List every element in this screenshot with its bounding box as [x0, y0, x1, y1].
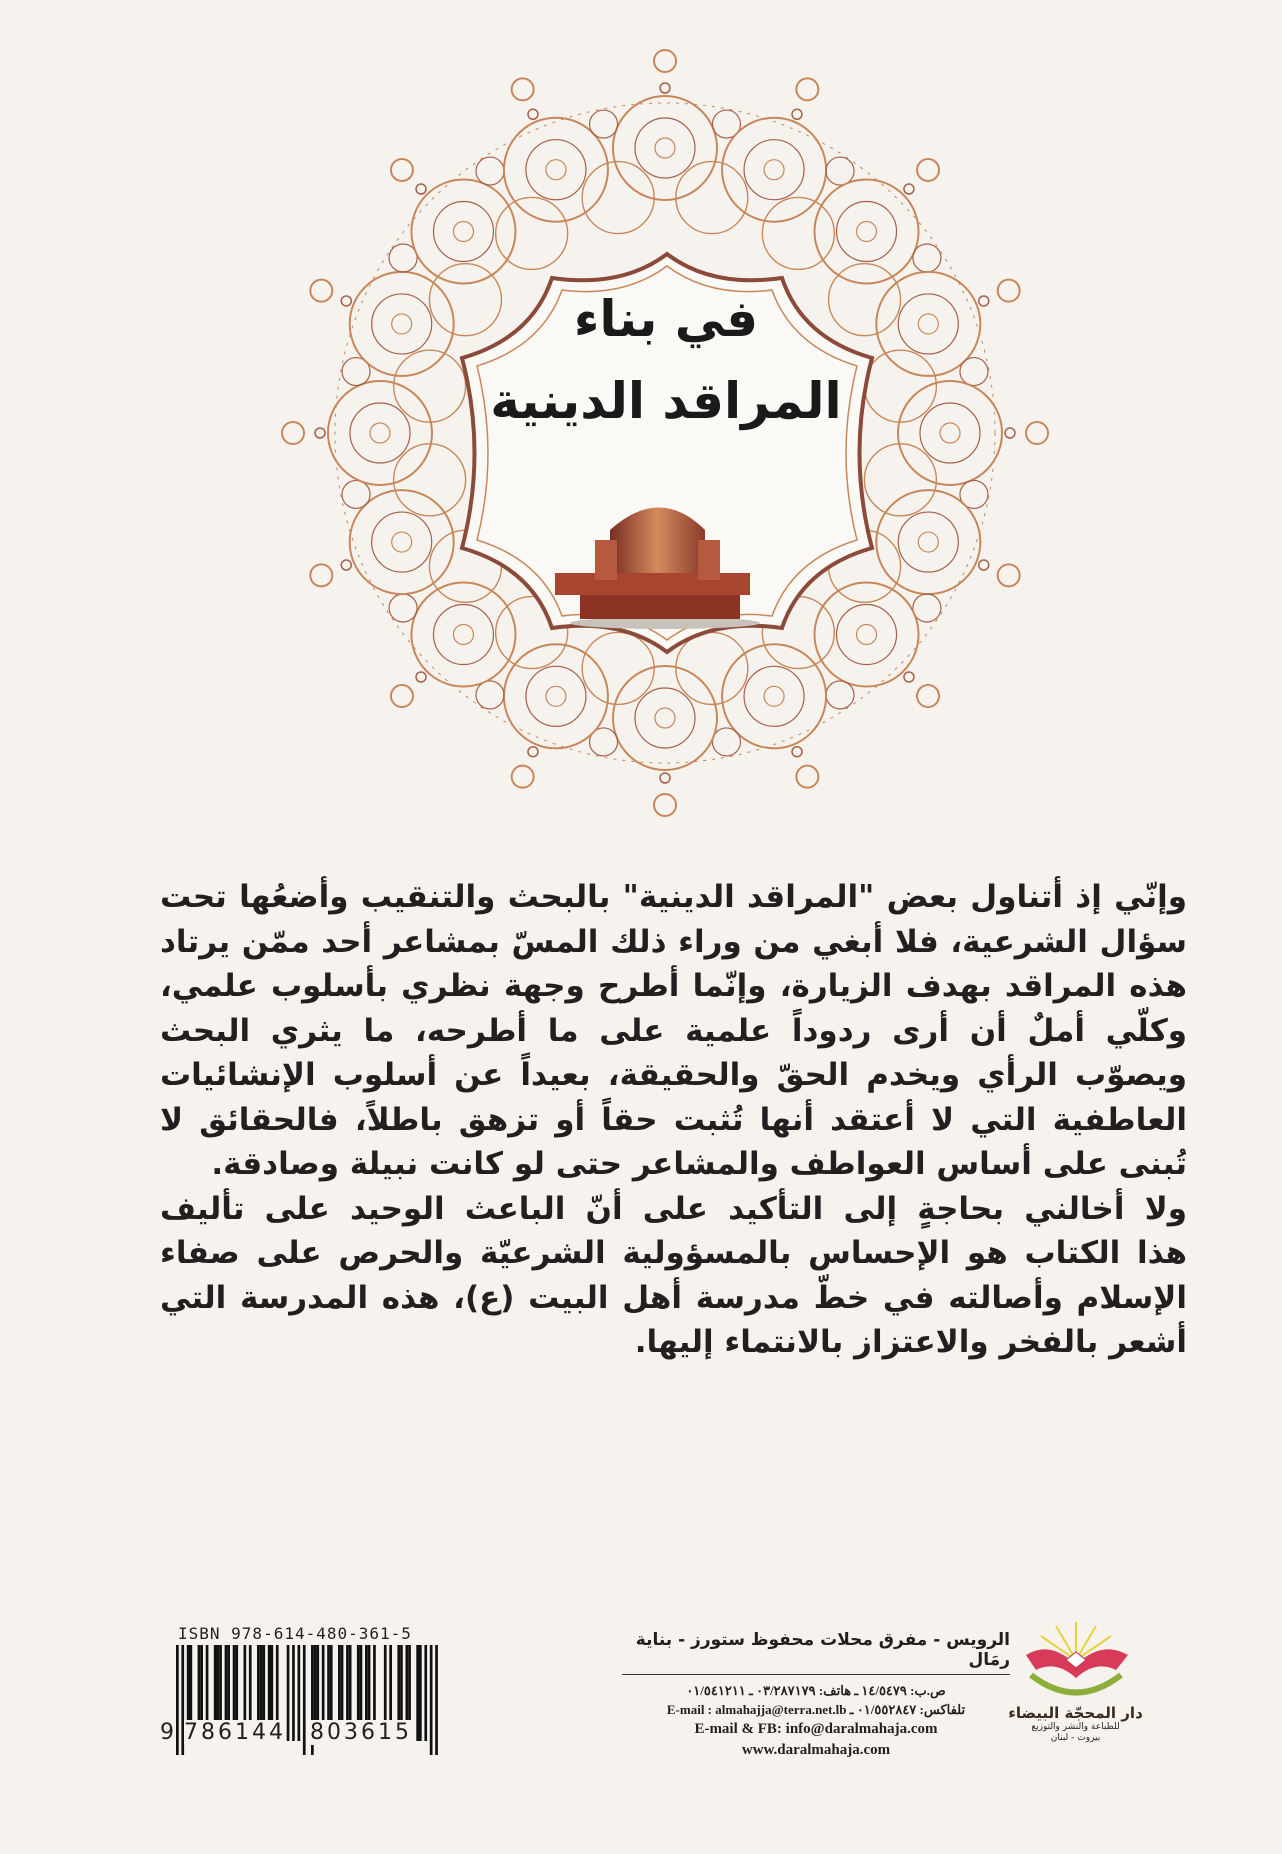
- blurb-line: وإنّي إذ أتناول بعض "المراقد الدينية" بالبحث والتنقيب وأضعُها تحت: [160, 879, 1187, 915]
- ornament-dot: [416, 672, 426, 682]
- ornament-petal-core: [453, 221, 473, 241]
- book-title-line2: المراقد الدينية: [490, 372, 842, 430]
- ornament-ring: [391, 159, 413, 181]
- publisher-address: الرويس - مفرق محلات محفوظ ستورز - بناية رمَال: [622, 1630, 1010, 1675]
- ornament-swirl: [476, 157, 504, 185]
- ornament-dot: [979, 296, 989, 306]
- ornament-petal: [328, 381, 432, 485]
- ornament-petal-inner: [526, 140, 586, 200]
- ornament-ring: [512, 78, 534, 100]
- isbn-barcode: [160, 1624, 450, 1757]
- ornament-petal-inner: [372, 512, 432, 572]
- ornament-petal-core: [392, 532, 412, 552]
- ornament-ring: [282, 422, 304, 444]
- ornament-swirl: [712, 728, 740, 756]
- barcode-bar: [303, 1645, 306, 1755]
- ornament-swirl: [826, 157, 854, 185]
- ornament-dot: [528, 109, 538, 119]
- blurb-paragraph-1: [160, 875, 1187, 1187]
- ornament-petal-inner: [372, 294, 432, 354]
- ornament-ring: [917, 685, 939, 707]
- ornament-dot: [660, 773, 670, 783]
- ornament-swirl: [389, 594, 417, 622]
- ornament-dot: [979, 560, 989, 570]
- book-title-line1: في بناء: [573, 290, 759, 348]
- ornament-petal-core: [655, 708, 675, 728]
- ornament-dot: [341, 560, 351, 570]
- ornament-ring: [512, 766, 534, 788]
- ornament-petal-inner: [635, 688, 695, 748]
- ornament-dot: [904, 184, 914, 194]
- barcode-digits-right: 803615: [310, 1720, 412, 1745]
- ornament-ring: [1026, 422, 1048, 444]
- blurb-line: وكلّي أملٌ أن أرى ردوداً علمية على ما أطرحه، ما يثري البحث: [160, 1012, 1187, 1049]
- ornament-petal-core: [392, 314, 412, 334]
- ornament-ring: [310, 564, 332, 586]
- publisher-info: [622, 1630, 1010, 1761]
- ornament-dot: [416, 184, 426, 194]
- barcode-bar: [424, 1645, 427, 1741]
- ornament-petal-core: [918, 314, 938, 334]
- barcode-digit-first: 9: [160, 1720, 174, 1745]
- blurb-line: تُبنى على أساس العواطف والمشاعر حتى لو كانت نبيلة وصادقة.: [211, 1146, 1187, 1182]
- ornament-dot: [792, 109, 802, 119]
- barcode-bar: [292, 1645, 295, 1741]
- publisher-email: E-mail & FB: info@daralmahaja.com: [694, 1721, 938, 1737]
- ornament-dot: [341, 296, 351, 306]
- ornament-ring: [917, 159, 939, 181]
- barcode-bar: [416, 1645, 419, 1741]
- ornament-swirl: [476, 681, 504, 709]
- ornament-swirl: [913, 244, 941, 272]
- publisher-logo: [1008, 1620, 1143, 1770]
- barcode-bar: [419, 1645, 422, 1741]
- publisher-phone: ص.ب: ١٤/٥٤٧٩ ـ هاتف: ٠٣/٢٨٧١٧٩ ـ ٠١/٥٤١٢١١: [686, 1683, 946, 1698]
- blurb-paragraph-2: [160, 1187, 1187, 1365]
- ornament-petal-core: [764, 160, 784, 180]
- ornament-petal-core: [857, 221, 877, 241]
- ornament-ring: [654, 50, 676, 72]
- ornament-dot: [792, 747, 802, 757]
- barcode-digits-left: 786144: [184, 1720, 286, 1745]
- ornament-dot: [315, 428, 325, 438]
- ornament-dot: [528, 747, 538, 757]
- ornament-petal-core: [546, 686, 566, 706]
- ornament-swirl: [826, 681, 854, 709]
- ornament-ring: [310, 280, 332, 302]
- ornament-swirl: [342, 480, 370, 508]
- ornament-dot: [904, 672, 914, 682]
- barcode-bar: [287, 1645, 290, 1741]
- barcode-bar: [430, 1645, 433, 1755]
- ornament-dot: [1005, 428, 1015, 438]
- publisher-website: www.daralmahaja.com: [741, 1742, 891, 1758]
- ornament-petal-core: [940, 423, 960, 443]
- ornament-petal: [613, 96, 717, 200]
- ornament-petal-inner: [744, 140, 804, 200]
- blurb-line: هذه المراقد بهدف الزيارة، وإنّما أطرح وجهة نظري بأسلوب علمي،: [160, 968, 1187, 1004]
- blurb-line: أشعر بالفخر والاعتزاز بالانتماء إليها.: [634, 1324, 1187, 1360]
- publisher-logo-sub: للطباعة والنشر والتوزيع: [1031, 1722, 1120, 1732]
- ornament-petal: [613, 666, 717, 770]
- ornament-petal-core: [918, 532, 938, 552]
- ornament-ring: [654, 794, 676, 816]
- ornament-petal-inner: [898, 512, 958, 572]
- blurb-line: هذا الكتاب هو الإحساس بالمسؤولية الشرعيّة والحرص على صفاء: [160, 1235, 1187, 1271]
- ornament-petal-inner: [635, 118, 695, 178]
- ornament-petal-inner: [350, 403, 410, 463]
- back-cover-blurb: [160, 875, 1187, 1365]
- ornament-ring: [796, 78, 818, 100]
- ornament-petal-inner: [920, 403, 980, 463]
- ornament-petal-core: [764, 686, 784, 706]
- isbn-label: ISBN 978-614-480-361-5: [178, 1624, 412, 1643]
- ornament-petal-core: [370, 423, 390, 443]
- ornament-dot: [660, 83, 670, 93]
- ornament-swirl: [913, 594, 941, 622]
- ornament-petal-core: [546, 160, 566, 180]
- barcode-bar: [435, 1645, 438, 1755]
- publisher-fax: تلفاكس: ٠١/٥٥٢٨٤٧ ـ E-mail : almahajja@terra.net.lb: [666, 1702, 966, 1717]
- ornament-petal-inner: [744, 666, 804, 726]
- ornament-ring: [796, 766, 818, 788]
- ornament-swirl: [590, 110, 618, 138]
- ornament-swirl: [960, 358, 988, 386]
- barcode-bar: [176, 1645, 179, 1755]
- blurb-line: الإسلام وأصالته في خطّ مدرسة أهل البيت (ع)، هذه المدرسة التي: [160, 1279, 1187, 1316]
- blurb-line: ولا أخالني بحاجةٍ إلى التأكيد على أنّ الباعث الوحيد على تأليف: [160, 1190, 1187, 1227]
- ornament-ring: [998, 280, 1020, 302]
- ornament-petal: [898, 381, 1002, 485]
- ornament-swirl: [389, 244, 417, 272]
- publisher-logo-city: بيروت - لبنان: [1050, 1733, 1101, 1743]
- shrine-icon: [555, 495, 765, 630]
- ornament-ring: [998, 564, 1020, 586]
- ornament-petal-core: [655, 138, 675, 158]
- blurb-line: ويصوّب الرأي ويخدم الحقّ والحقيقة، بعيداً عن أسلوب الإنشائيات: [160, 1057, 1187, 1093]
- blurb-line: سؤال الشرعية، فلا أبغي من وراء ذلك المسّ بمشاعر أحد ممّن يرتاد: [160, 923, 1187, 960]
- blurb-line: العاطفية التي لا أعتقد أنها تُثبت حقاً أو تزهق باطلاً، فالحقائق لا: [160, 1101, 1187, 1138]
- ornament-ring: [391, 685, 413, 707]
- open-book-sun-icon: [1016, 1620, 1136, 1700]
- ornament-petal-inner: [898, 294, 958, 354]
- barcode-bar: [298, 1645, 301, 1741]
- publisher-logo-name: دار المحجّة البيضاء: [1008, 1704, 1143, 1722]
- ornament-petal-inner: [526, 666, 586, 726]
